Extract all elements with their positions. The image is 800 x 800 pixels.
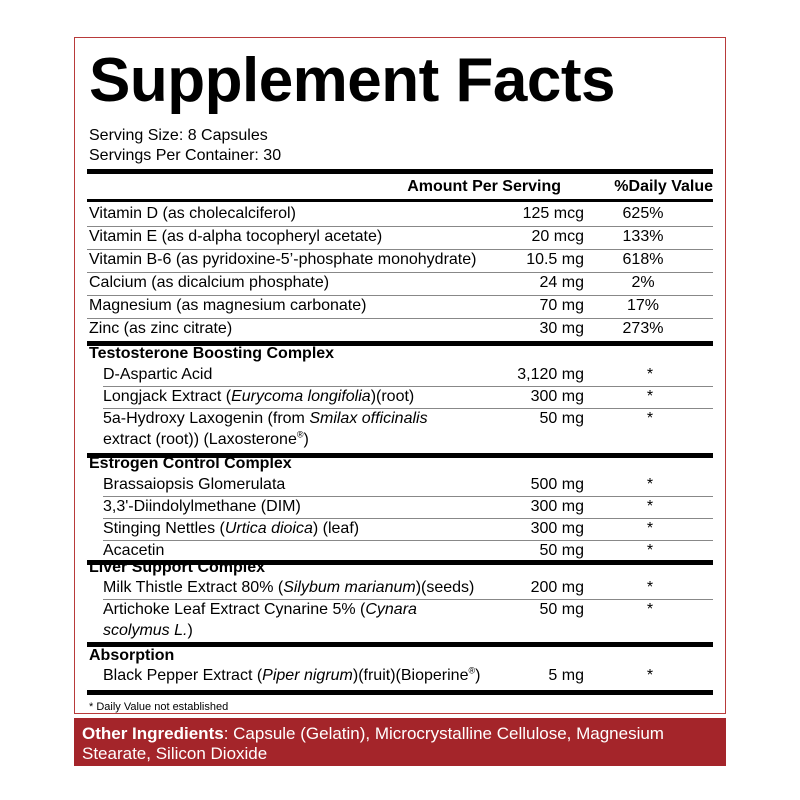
- ingredient-row: [87, 496, 713, 518]
- ingredient-row: [87, 518, 713, 540]
- nutrient-daily-value: 2%: [631, 274, 655, 291]
- ingredient-row: [87, 599, 713, 643]
- other-ingredients-banner: [74, 718, 726, 766]
- ingredient-name: Artichoke Leaf Extract Cynarine 5% (Cynara scolymus L.): [103, 601, 417, 639]
- ingredient-name: Brassaiopsis Glomerulata: [103, 476, 286, 493]
- nutrient-daily-value: 17%: [626, 297, 660, 314]
- ingredient-name: Longjack Extract (Eurycoma longifolia)(root): [103, 388, 415, 405]
- nutrient-daily-value: 618%: [622, 251, 664, 268]
- nutrient-amount: 10.5 mg: [526, 251, 584, 268]
- servings-per-container: Servings Per Container: 30: [89, 147, 282, 164]
- nutrient-amount: 20 mcg: [531, 228, 584, 245]
- nutrient-amount: 125 mcg: [522, 205, 584, 222]
- nutrient-amount: 24 mg: [539, 274, 584, 291]
- section-title-estrogen: Estrogen Control Complex: [89, 455, 292, 472]
- divider-header: [87, 199, 713, 202]
- ingredient-daily-value: *: [646, 388, 654, 405]
- ingredient-row: [87, 474, 713, 496]
- ingredient-daily-value: *: [646, 579, 654, 596]
- ingredient-daily-value: *: [646, 366, 654, 383]
- nutrient-row: [87, 249, 713, 271]
- nutrient-name: Zinc (as zinc citrate): [89, 320, 233, 337]
- panel-title: Supplement Facts: [89, 46, 615, 115]
- nutrient-name: Calcium (as dicalcium phosphate): [89, 274, 330, 291]
- ingredient-row: [87, 364, 713, 386]
- ingredient-daily-value: *: [646, 601, 654, 618]
- ingredient-row: [87, 665, 713, 687]
- nutrient-row: [87, 226, 713, 248]
- nutrient-daily-value: 625%: [622, 205, 664, 222]
- ingredient-amount: 50 mg: [539, 410, 584, 427]
- nutrient-name: Vitamin B-6 (as pyridoxine-5’-phosphate monohydrate): [89, 251, 477, 268]
- nutrient-row: [87, 203, 713, 225]
- ingredient-name: D-Aspartic Acid: [103, 366, 213, 383]
- nutrient-row: [87, 295, 713, 317]
- divider-thick: [87, 642, 713, 647]
- ingredient-row: [87, 577, 713, 599]
- ingredient-row: [87, 386, 713, 408]
- amount-per-serving-header: Amount Per Serving: [407, 178, 561, 195]
- ingredient-daily-value: *: [646, 667, 654, 684]
- ingredient-amount: 300 mg: [530, 520, 584, 537]
- ingredient-daily-value: *: [646, 410, 654, 427]
- ingredient-amount: 3,120 mg: [517, 366, 584, 383]
- ingredient-name: Black Pepper Extract (Piper nigrum)(fruit)(Bioperine®): [103, 665, 481, 684]
- ingredient-amount: 300 mg: [530, 388, 584, 405]
- ingredient-amount: 50 mg: [539, 601, 584, 618]
- ingredient-daily-value: *: [646, 520, 654, 537]
- nutrient-daily-value: 133%: [622, 228, 664, 245]
- ingredient-row: [87, 408, 713, 452]
- daily-value-footnote: * Daily Value not established: [89, 701, 229, 713]
- serving-size: Serving Size: 8 Capsules: [89, 127, 268, 144]
- ingredient-daily-value: *: [646, 476, 654, 493]
- nutrient-row: [87, 318, 713, 340]
- ingredient-name: 3,3'-Diindolylmethane (DIM): [103, 498, 301, 515]
- ingredient-amount: 200 mg: [530, 579, 584, 596]
- ingredient-name: 5a-Hydroxy Laxogenin (from Smilax officinalis extract (root)) (Laxosterone®): [103, 410, 428, 448]
- supplement-facts-panel: [74, 37, 726, 714]
- divider-thick: [87, 690, 713, 695]
- ingredient-amount: 50 mg: [539, 542, 584, 559]
- divider-thick: [87, 169, 713, 174]
- section-title-liver: Liver Support Complex: [89, 559, 266, 576]
- nutrient-name: Vitamin D (as cholecalciferol): [89, 205, 296, 222]
- nutrient-name: Magnesium (as magnesium carbonate): [89, 297, 367, 314]
- section-title-testosterone: Testosterone Boosting Complex: [89, 345, 335, 362]
- section-title-absorption: Absorption: [89, 647, 175, 664]
- nutrient-amount: 70 mg: [539, 297, 584, 314]
- other-ingredients-label: Other Ingredients: [82, 724, 224, 743]
- ingredient-name: Stinging Nettles (Urtica dioica) (leaf): [103, 520, 360, 537]
- nutrient-daily-value: 273%: [622, 320, 664, 337]
- ingredient-amount: 500 mg: [530, 476, 584, 493]
- ingredient-amount: 5 mg: [548, 667, 584, 684]
- ingredient-name: Milk Thistle Extract 80% (Silybum marianum)(seeds): [103, 579, 475, 596]
- other-ingredients-text: : Capsule (Gelatin), Microcrystalline Cellulose, Magnesium Stearate, Silicon Dioxide: [82, 724, 664, 763]
- daily-value-header: %Daily Value: [614, 178, 713, 195]
- nutrient-amount: 30 mg: [539, 320, 584, 337]
- ingredient-name: Acacetin: [103, 542, 165, 559]
- ingredient-daily-value: *: [646, 498, 654, 515]
- nutrient-row: [87, 272, 713, 294]
- nutrient-name: Vitamin E (as d-alpha tocopheryl acetate): [89, 228, 383, 245]
- ingredient-amount: 300 mg: [530, 498, 584, 515]
- ingredient-daily-value: *: [646, 542, 654, 559]
